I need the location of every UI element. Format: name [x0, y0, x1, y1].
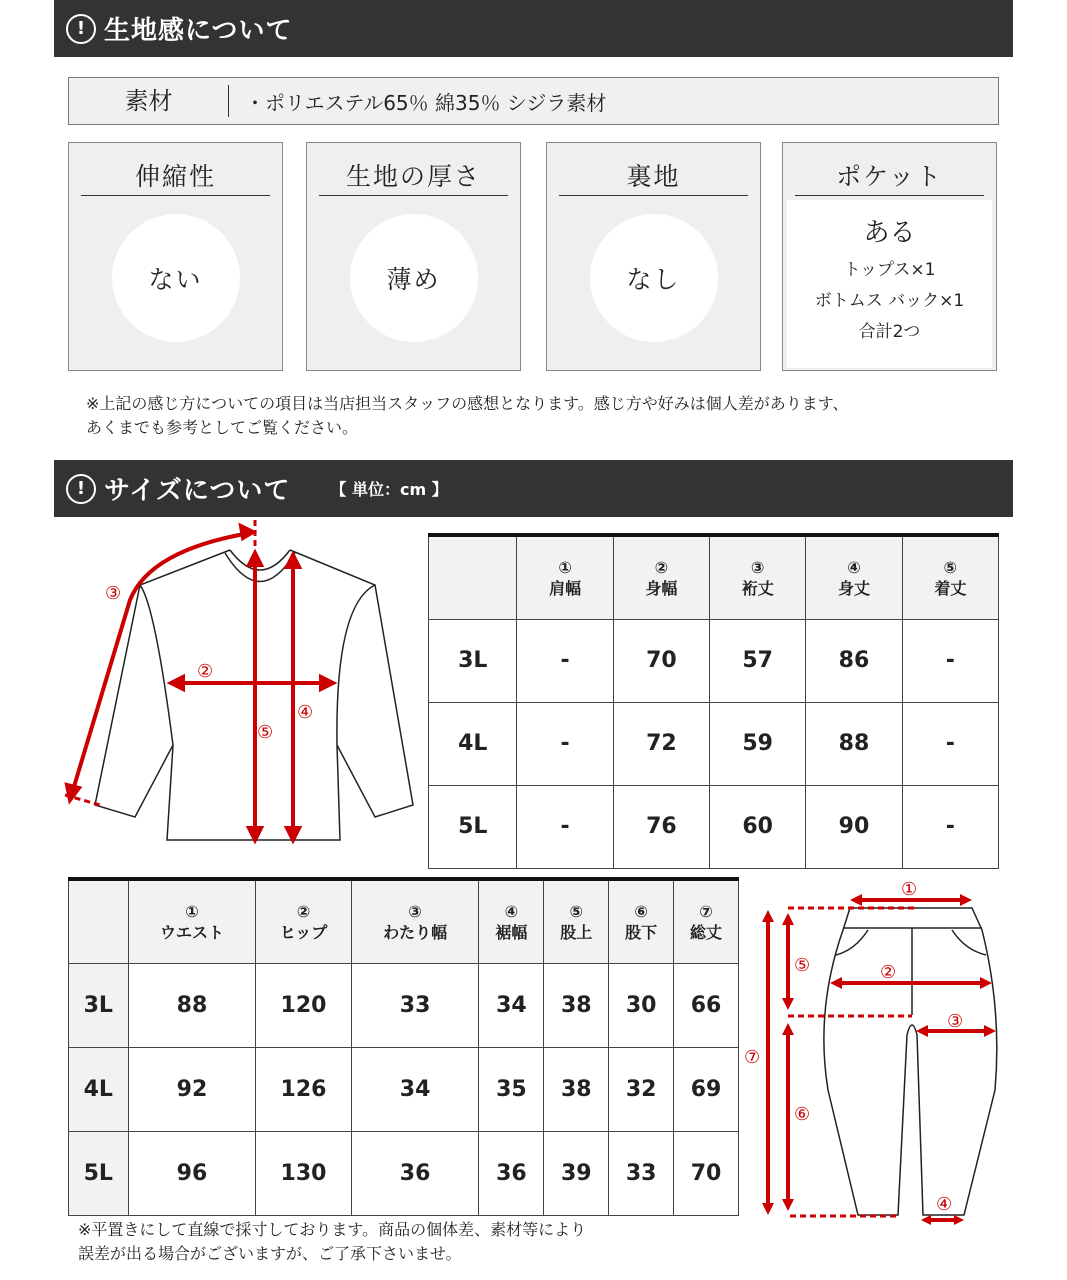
table-row: 4L 92 126 34 35 38 32 69 — [69, 1047, 739, 1131]
exclamation-circle-icon: ! — [66, 474, 96, 504]
diagram-label: ⑤ — [794, 955, 811, 976]
material-value: ・ポリエステル65％ 綿35％ シジラ素材 — [245, 90, 607, 115]
diagram-label: ② — [197, 661, 214, 682]
card-label: 生地の厚さ — [319, 157, 508, 196]
table-row: 5L - 76 60 90 - — [429, 785, 999, 868]
fabric-section-header — [54, 0, 1013, 57]
diagram-label: ③ — [105, 583, 122, 604]
table-row: 4L - 72 59 88 - — [429, 702, 999, 785]
pocket-line: トップス×1 — [843, 260, 936, 280]
fabric-note: ※上記の感じ方についての項目は当店担当スタッフの感想となります。感じ方や好みは個人差があります、 あくまでも参考としてご覧ください。 — [86, 394, 849, 437]
pocket-card — [782, 142, 997, 371]
bottoms-size-table: ① ウエスト ② ヒップ ③ わたり幅 ④ 裾幅 ⑤ 股上 ⑥ 股下 ⑦ 総丈 3L 88 120 33 34 38 30 66 4L 92 126 34 35 38 32 69 5L 96 130 36 36 39 33 70 — [68, 877, 739, 1216]
diagram-label: ① — [901, 879, 918, 900]
stretch-card — [68, 142, 283, 371]
thickness-card — [306, 142, 521, 371]
section-title: 生地感について — [104, 16, 293, 46]
section-title: サイズについて — [104, 476, 291, 506]
bottoms-diagram — [740, 870, 1060, 1230]
pocket-line: ボトムス バック×1 — [814, 291, 965, 311]
diagram-label: ⑤ — [257, 722, 274, 743]
pocket-line: 合計2つ — [858, 322, 921, 342]
card-value: なし — [590, 214, 718, 342]
tops-size-table: ① 肩幅 ② 身幅 ③ 裄丈 ④ 身丈 ⑤ 着丈 3L - 70 57 86 - 4L - 72 59 88 - 5L - 76 60 90 - — [428, 533, 999, 869]
material-row — [68, 77, 999, 125]
material-label: 素材 — [69, 85, 229, 117]
size-note: ※平置きにして直線で採寸しております。商品の個体差、素材等により 誤差が出る場合がございますが、ご了承下さいませ。 — [78, 1220, 587, 1263]
table-row: 3L 88 120 33 34 38 30 66 — [69, 963, 739, 1047]
card-value: ある — [863, 218, 916, 248]
table-row: 5L 96 130 36 36 39 33 70 — [69, 1131, 739, 1215]
diagram-label: ③ — [947, 1011, 964, 1032]
exclamation-circle-icon: ! — [66, 14, 96, 44]
diagram-label: ④ — [936, 1194, 953, 1215]
card-value: ない — [112, 214, 240, 342]
diagram-label: ② — [880, 962, 897, 983]
unit-label: 【 単位：cm 】 — [330, 480, 448, 499]
size-section-header — [54, 460, 1013, 517]
diagram-label: ④ — [297, 702, 314, 723]
card-value: 薄め — [350, 214, 478, 342]
card-label: 裏地 — [559, 157, 748, 196]
card-label: 伸縮性 — [81, 157, 270, 196]
table-row: 3L - 70 57 86 - — [429, 619, 999, 702]
card-label: ポケット — [795, 157, 984, 196]
tops-diagram — [55, 515, 435, 855]
diagram-label: ⑥ — [794, 1104, 811, 1125]
lining-card — [546, 142, 761, 371]
diagram-label: ⑦ — [744, 1047, 761, 1068]
